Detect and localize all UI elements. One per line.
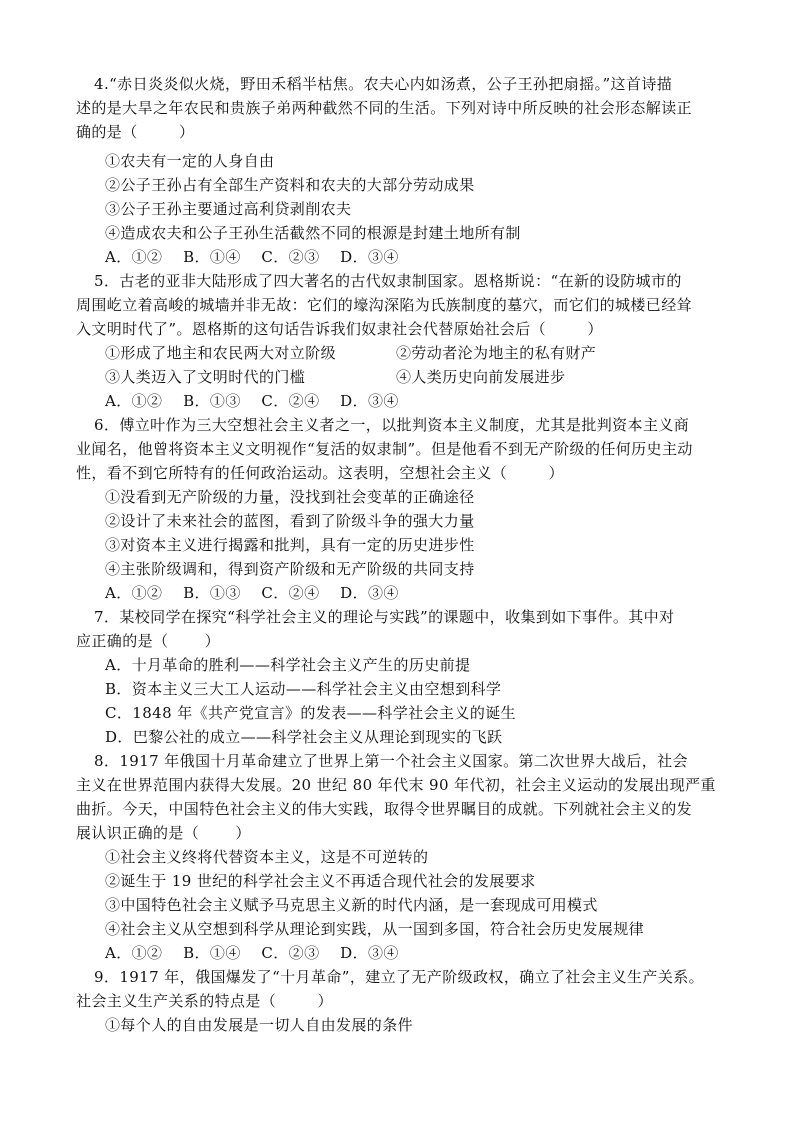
question-6-option-2: ②设计了未来社会的蓝图，看到了阶级斗争的强大力量 [105, 512, 475, 530]
question-7-line-1: 7．某校同学在探究“科学社会主义的理论与实践”的课题中，收集到如下事件。其中对 [94, 608, 675, 626]
question-7-option-a: A．十月革命的胜利——科学社会主义产生的历史前提 [105, 656, 471, 674]
question-7-option-c: C．1848 年《共产党宣言》的发表——科学社会主义的诞生 [105, 704, 517, 722]
question-5-line-3: 入文明时代了”。恩格斯的这句话告诉我们奴隶社会代替原始社会后（ ） [76, 320, 603, 338]
question-8-option-3: ③中国特色社会主义赋予马克思主义新的时代内涵，是一套现成可用模式 [105, 896, 598, 914]
question-5-answer-choices: A．①② B．①③ C．②④ D．③④ [105, 392, 399, 410]
question-5-option-4: ④人类历史向前发展进步 [396, 368, 566, 386]
question-8-line-3: 曲折。今天，中国特色社会主义的伟大实践，取得令世界瞩目的成就。下列就社会主义的发 [76, 800, 693, 818]
question-8-line-2: 主义在世界范围内获得大发展。20 世纪 80 年代末 90 年代初，社会主义运动的发展出现严重 [76, 776, 716, 794]
question-5-line-2: 周围屹立着高峻的城墙并非无故：它们的壕沟深陷为氏族制度的墓穴，而它们的城楼已经耸 [76, 296, 693, 314]
question-5-option-1: ①形成了地主和农民两大对立阶级 [105, 344, 337, 362]
question-5-option-3: ③人类迈入了文明时代的门槛 [105, 368, 306, 386]
question-9-option-1: ①每个人的自由发展是一切人自由发展的条件 [105, 1016, 414, 1034]
question-8-option-1: ①社会主义终将代替资本主义，这是不可逆转的 [105, 848, 429, 866]
question-8-option-2: ②诞生于 19 世纪的科学社会主义不再适合现代社会的发展要求 [105, 872, 536, 890]
question-4-option-4: ④造成农夫和公子王孙生活截然不同的根源是封建土地所有制 [105, 224, 521, 242]
question-8-line-4: 展认识正确的是（ ） [76, 824, 251, 842]
question-4-option-1: ①农夫有一定的人身自由 [105, 152, 275, 170]
question-6-option-3: ③对资本主义进行揭露和批判，具有一定的历史进步性 [105, 536, 475, 554]
question-4-option-3: ③公子王孙主要通过高利贷剥削农夫 [105, 200, 352, 218]
question-7-option-b: B．资本主义三大工人运动——科学社会主义由空想到科学 [105, 680, 502, 698]
question-4-line-1: 4.“赤日炎炎似火烧，野田禾稻半枯焦。农夫心内如汤煮，公子王孙把扇摇。”这首诗描 [94, 75, 673, 93]
question-4-line-3: 确的是（ ） [76, 123, 195, 141]
question-8-answer-choices: A．①② B．①④ C．②③ D．③④ [105, 944, 399, 962]
question-9-line-2: 社会主义生产关系的特点是（ ） [76, 992, 333, 1010]
question-6-line-3: 性，看不到它所特有的任何政治运动。这表明，空想社会主义（ ） [76, 464, 564, 482]
question-4-answer-choices: A．①② B．①④ C．②③ D．③④ [105, 248, 399, 266]
question-4-line-2: 述的是大旱之年农民和贵族子弟两种截然不同的生活。下列对诗中所反映的社会形态解读正 [76, 99, 693, 117]
question-7-line-2: 应正确的是（ ） [76, 632, 220, 650]
question-6-answer-choices: A．①② B．①③ C．②④ D．③④ [105, 584, 399, 602]
question-6-line-1: 6．傅立叶作为三大空想社会主义者之一，以批判资本主义制度，尤其是批判资本主义商 [94, 416, 690, 434]
question-4-option-2: ②公子王孙占有全部生产资料和农夫的大部分劳动成果 [105, 176, 475, 194]
question-9-line-1: 9．1917 年，俄国爆发了“十月革命”，建立了无产阶级政权，确立了社会主义生产关系。 [94, 968, 705, 986]
question-5-line-1: 5．古老的亚非大陆形成了四大著名的古代奴隶制国家。恩格斯说：“在新的设防城市的 [94, 272, 682, 290]
question-7-option-d: D．巴黎公社的成立——科学社会主义从理论到现实的飞跃 [105, 728, 503, 746]
question-6-option-4: ④主张阶级调和，得到资产阶级和无产阶级的共同支持 [105, 560, 475, 578]
question-6-option-1: ①没看到无产阶级的力量，没找到社会变革的正确途径 [105, 488, 475, 506]
question-8-line-1: 8．1917 年俄国十月革命建立了世界上第一个社会主义国家。第二次世界大战后，社会 [94, 752, 688, 770]
question-6-line-2: 业闻名，他曾将资本主义文明视作“复活的奴隶制”。但是他看不到无产阶级的任何历史主动 [76, 440, 693, 458]
question-5-option-2: ②劳动者沦为地主的私有财产 [396, 344, 597, 362]
question-8-option-4: ④社会主义从空想到科学从理论到实践，从一国到多国，符合社会历史发展规律 [105, 920, 645, 938]
